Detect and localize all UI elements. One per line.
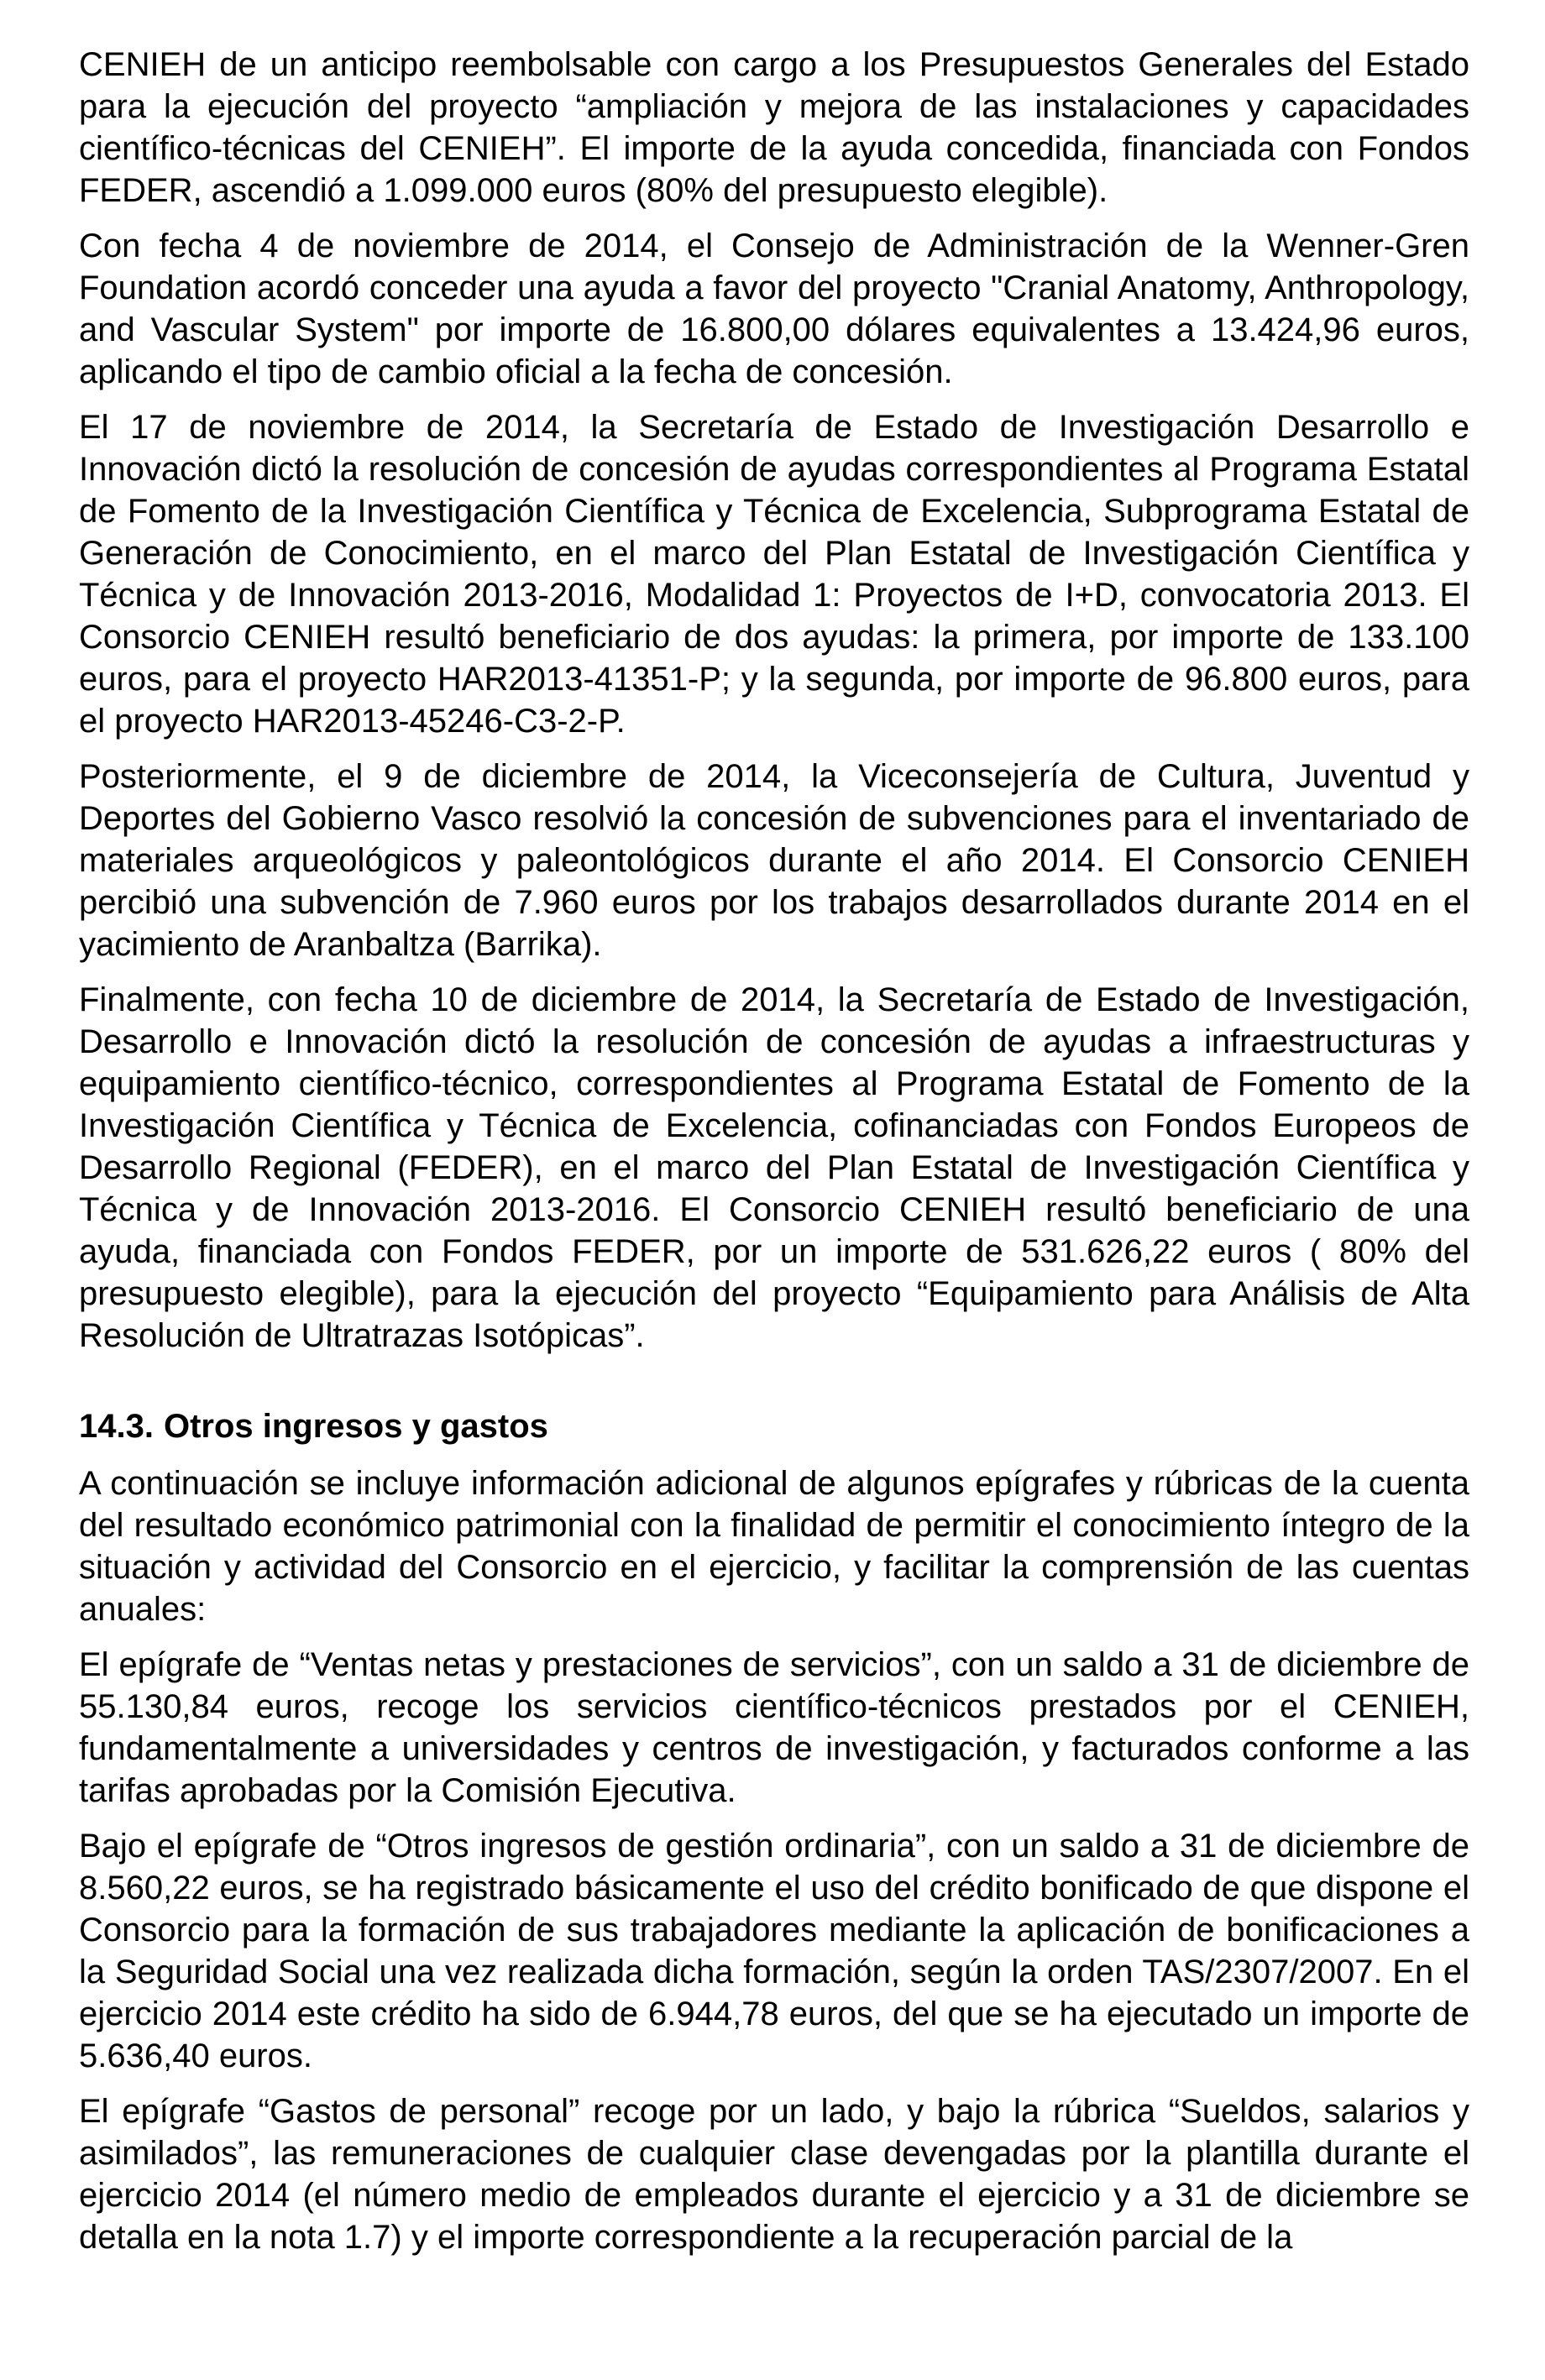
paragraph-gastos-personal: El epígrafe “Gastos de personal” recoge por un lado, y bajo la rúbrica “Sueldos, salarios y asimilados”, las remuneraciones de cualquier clase devengadas por la plantilla durante el ejercicio 2014 (el número medio de empleados durante el ejercicio y a 31 de diciembre se detalla en la nota 1.7) y el importe correspondiente a la recuperación parcial de la: [79, 2093, 1469, 2256]
paragraph-proyectos-idi: El 17 de noviembre de 2014, la Secretaría de Estado de Investigación Desarrollo e Innovación dictó la resolución de concesión de ayudas correspondientes al Programa Estatal de Fomento de la Investigación Científica y Técnica de Excelencia, Subprograma Estatal de Generación de Conocimiento, en el marco del Plan Estatal de Investigación Científica y Técnica y de Innovación 2013-2016, Modalidad 1: Proyectos de I+D, convocatoria 2013. El Consorcio CENIEH resultó beneficiario de dos ayudas: la primera, por importe de 133.100 euros, para el proyecto HAR2013-41351-P; y la segunda, por importe de 96.800 euros, para el proyecto HAR2013-45246-C3-2-P.: [79, 409, 1469, 740]
paragraph-wenner-gren: Con fecha 4 de noviembre de 2014, el Consejo de Administración de la Wenner-Gren Foundation acordó conceder una ayuda a favor del proyecto "Cranial Anatomy, Anthropology, and Vascular System" por importe de 16.800,00 dólares equivalentes a 13.424,96 euros, aplicando el tipo de cambio oficial a la fecha de concesión.: [79, 228, 1469, 390]
paragraph-otros-ingresos: Bajo el epígrafe de “Otros ingresos de gestión ordinaria”, con un saldo a 31 de diciembre de 8.560,22 euros, se ha registrado básicamente el uso del crédito bonificado de que dispone el Consorcio para la formación de sus trabajadores mediante la aplicación de bonificaciones a la Seguridad Social una vez realizada dicha formación, según la orden TAS/2307/2007. En el ejercicio 2014 este crédito ha sido de 6.944,78 euros, del que se ha ejecutado un importe de 5.636,40 euros.: [79, 1828, 1469, 2074]
paragraph-infraestructuras: Finalmente, con fecha 10 de diciembre de 2014, la Secretaría de Estado de Investigación, Desarrollo e Innovación dictó la resolución de concesión de ayudas a infraestructuras y equipamiento científico-técnico, correspondientes al Programa Estatal de Fomento de la Investigación Científica y Técnica de Excelencia, cofinanciadas con Fondos Europeos de Desarrollo Regional (FEDER), en el marco del Plan Estatal de Investigación Científica y Técnica y de Innovación 2013-2016. El Consorcio CENIEH resultó beneficiario de una ayuda, financiada con Fondos FEDER, por un importe de 531.626,22 euros ( 80% del presupuesto elegible), para la ejecución del proyecto “Equipamiento para Análisis de Alta Resolución de Ultratrazas Isotópicas”.: [79, 981, 1469, 1354]
section-heading: [79, 1405, 1469, 1447]
section-title: Otros ingresos y gastos: [163, 1408, 548, 1445]
paragraph-ventas-netas: El epígrafe de “Ventas netas y prestaciones de servicios”, con un saldo a 31 de diciembre de 55.130,84 euros, recoge los servicios científico-técnicos prestados por el CENIEH, fundamentalmente a universidades y centros de investigación, y facturados conforme a las tarifas aprobadas por la Comisión Ejecutiva.: [79, 1646, 1469, 1809]
paragraph-gobierno-vasco: Posteriormente, el 9 de diciembre de 2014, la Viceconsejería de Cultura, Juventud y Deportes del Gobierno Vasco resolvió la concesión de subvenciones para el inventariado de materiales arqueológicos y paleontológicos durante el año 2014. El Consorcio CENIEH percibió una subvención de 7.960 euros por los trabajos desarrollados durante 2014 en el yacimiento de Aranbaltza (Barrika).: [79, 758, 1469, 963]
paragraph-introduccion: A continuación se incluye información adicional de algunos epígrafes y rúbricas de la cuenta del resultado económico patrimonial con la finalidad de permitir el conocimiento íntegro de la situación y actividad del Consorcio en el ejercicio, y facilitar la comprensión de las cuentas anuales:: [79, 1465, 1469, 1628]
paragraph-anticipo-feder: CENIEH de un anticipo reembolsable con cargo a los Presupuestos Generales del Estado para la ejecución del proyecto “ampliación y mejora de las instalaciones y capacidades científico-técnicas del CENIEH”. El importe de la ayuda concedida, financiada con Fondos FEDER, ascendió a 1.099.000 euros (80% del presupuesto elegible).: [79, 46, 1469, 209]
document-page: [79, 44, 1469, 2272]
section-number: 14.3.: [79, 1408, 154, 1445]
